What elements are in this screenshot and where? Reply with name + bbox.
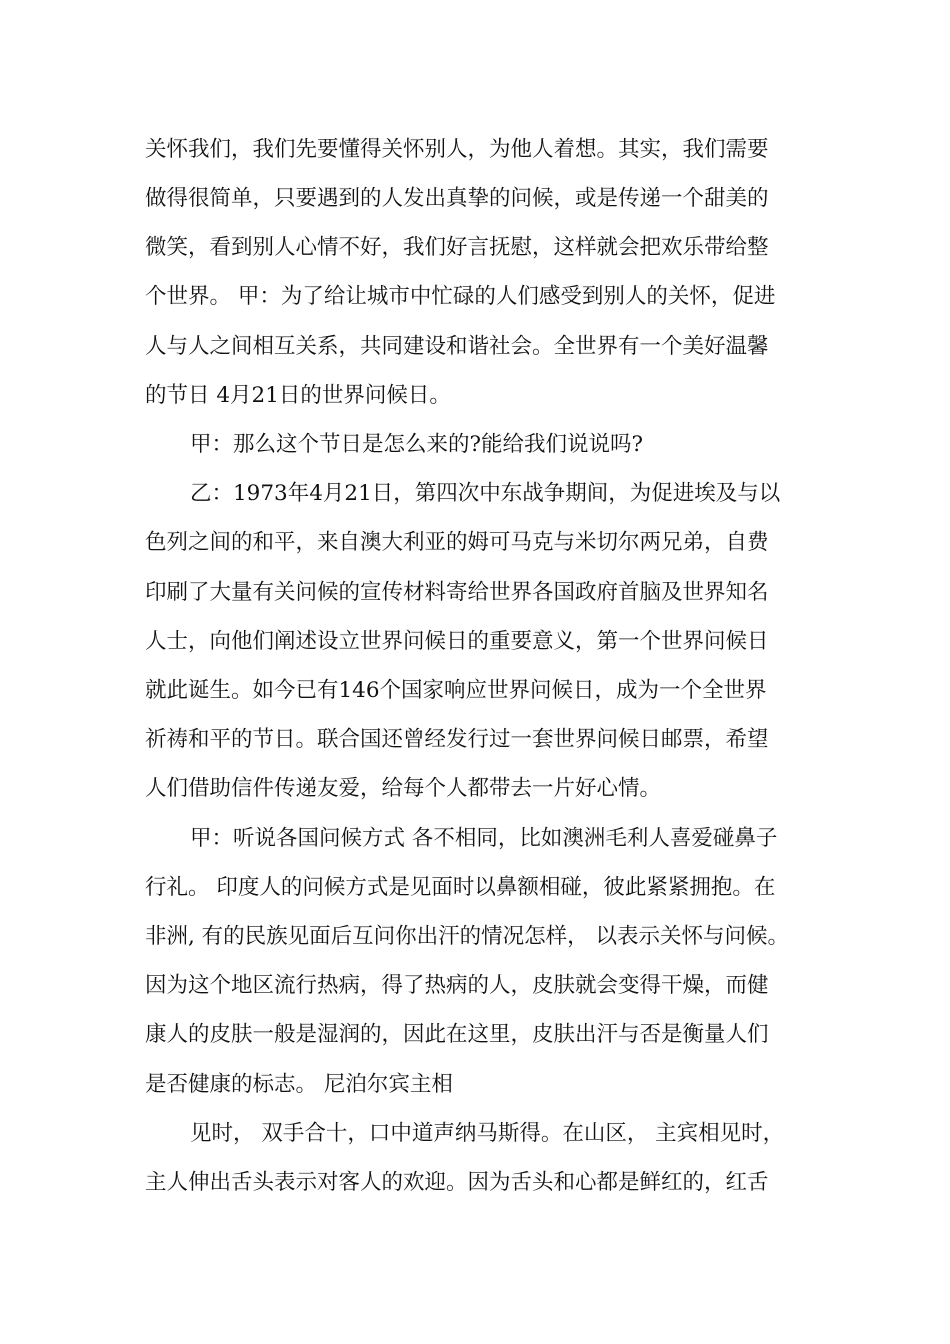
text-line: 人与人之间相互关系，共同建设和谐社会。全世界有一个美好温馨 (145, 334, 769, 359)
text-line: 乙：1973年4月21日，第四次中东战争期间，为促进埃及与以 (190, 481, 781, 506)
text-line: 色列之间的和平，来自澳大利亚的姆可马克与米切尔两兄弟，自费 (145, 530, 769, 555)
text-line: 微笑，看到别人心情不好，我们好言抚慰，这样就会把欢乐带给整 (145, 235, 769, 260)
text-line: 做得很简单，只要遇到的人发出真挚的问候，或是传递一个甜美的 (145, 186, 769, 211)
text-line: 印刷了大量有关问候的宣传材料寄给世界各国政府首脑及世界知名 (145, 580, 769, 605)
text-line: 人士，向他们阐述设立世界问候日的重要意义，第一个世界问候日 (145, 629, 769, 654)
text-line: 因为这个地区流行热病，得了热病的人，皮肤就会变得干燥，而健 (145, 973, 769, 998)
text-line: 个世界。 甲：为了给让城市中忙碌的人们感受到别人的关怀，促进 (145, 284, 776, 309)
text-line: 就此诞生。如今已有146个国家响应世界问候日，成为一个全世界 (145, 678, 767, 703)
text-line: 见时， 双手合十，口中道声纳马斯得。在山区， 主宾相见时， (190, 1121, 785, 1146)
text-line: 甲：那么这个节日是怎么来的?能给我们说说吗? (190, 432, 644, 457)
text-line: 主人伸出舌头表示对客人的欢迎。因为舌头和心都是鲜红的，红舌 (145, 1170, 769, 1195)
text-line: 非洲, 有的民族见面后互问你出汗的情况怎样， 以表示关怀与问候。 (145, 924, 790, 949)
text-line: 的节日 4月21日的世界问候日。 (145, 383, 451, 408)
text-line: 祈祷和平的节日。联合国还曾经发行过一套世界问候日邮票，希望 (145, 727, 769, 752)
text-line: 康人的皮肤一般是湿润的，因此在这里，皮肤出汗与否是衡量人们 (145, 1022, 769, 1047)
text-line: 是否健康的标志。 尼泊尔宾主相 (145, 1072, 453, 1097)
text-line: 人们借助信件传递友爱，给每个人都带去一片好心情。 (145, 776, 662, 801)
text-line: 关怀我们，我们先要懂得关怀别人，为他人着想。其实，我们需要 (145, 137, 769, 162)
text-line: 行礼。 印度人的问候方式是见面时以鼻额相碰，彼此紧紧拥抱。在 (145, 875, 776, 900)
text-line: 甲：听说各国问候方式 各不相同，比如澳洲毛利人喜爱碰鼻子 (190, 826, 778, 851)
